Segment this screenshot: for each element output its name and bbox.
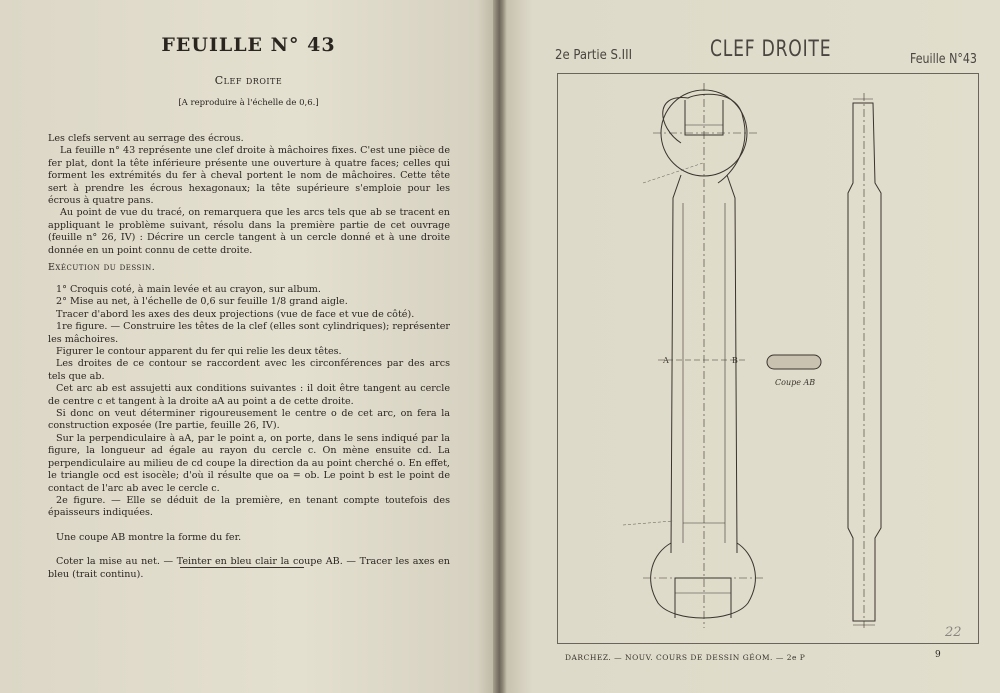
wrench-shank-left [671,175,681,553]
end-rule [180,567,304,568]
intro-text [48,133,450,257]
step-item: Coter la mise au net. — Teinter en bleu clair la coupe AB. — Tracer les axes en bleu (trait continu). [48,556,450,580]
step-item: Une coupe AB montre la forme du fer. [56,531,242,543]
plate-part-label: 2e Partie S.III [555,48,633,63]
step-item: 2e figure. — Elle se déduit de la première, en tenant compte toutefois des épaisseurs indiquées. [48,494,450,519]
steps-text [48,284,450,581]
step-item: Sur la perpendiculaire à aA, par le point a, on porte, dans le sens indiqué par la figure, la longueur ad égale au rayon du cercle c. On mène ensuite cd. La perpendiculaire au milieu de cd coupe la direction da au point cherché o. En effet, le triangle ocd est isocèle; d'où il résulte que oa = ob. Le point b est le point de contact de l'arc ab avec le cercle c. [48,432,450,494]
wrench-bottom-head [651,543,756,618]
label-a: A [663,356,669,365]
side-view-outline [848,103,881,621]
section-label: Coupe AB [775,378,816,387]
step-item: Si donc on veut déterminer rigoureusement le centre o de cet arc, on fera la construction exposée (Ire partie, feuille 26, IV). [48,408,450,432]
step-item: 1° Croquis coté, à main levée et au crayon, sur album. [56,284,321,295]
construction-line [643,163,703,183]
step-item: 1re figure. — Construire les têtes de la clef (elles sont cylindriques); représenter les mâchoires. [48,321,450,345]
section-ab-shape [767,355,821,369]
intro-paragraph: Au point de vue du tracé, on remarquera que les arcs tels que ab se tracent en appliquant le problème suivant, résolu dans la première partie de cet ouvrage (feuille n° 26, IV) : Décrire un cercle tangent à un cercle donné et à une droite donnée en un point connu de cette droite. [48,207,450,256]
step-item: Tracer d'abord les axes des deux projections (vue de face et vue de côté). [56,308,415,320]
scale-note: [A reproduire à l'échelle de 0,6.] [178,98,319,108]
step-item: Les droites de ce contour se raccordent avec les circonférences par des arcs tels que ab. [48,358,450,382]
step-item: Cet arc ab est assujetti aux conditions suivantes : il doit être tangent au cercle de centre c et tangent à la droite aA au point a de cette droite. [48,383,450,407]
intro-paragraph: Les clefs servent au serrage des écrous. [48,133,244,144]
plate-title: CLEF DROITE [710,37,832,62]
footer-credit: DARCHEZ. — NOUV. COURS DE DESSIN GÉOM. — 2e P [565,653,806,662]
construction-line [623,521,673,525]
stamp: 22 [945,625,962,640]
section-heading: Exécution du dessin. [48,262,156,273]
page-number: 9 [935,650,941,660]
sheet-title: FEUILLE N° 43 [161,34,336,56]
wrench-drawing [503,73,1000,644]
sheet-subtitle: Clef droite [214,74,283,87]
intro-paragraph: La feuille n° 43 représente une clef droite à mâchoires fixes. C'est une pièce de fer plat, dont la tête inférieure présente une ouverture à quatre faces; celles qui forment les extrémités du fer à cheval portent le nom de mâchoires. Cette tête sert à prendre les écrous hexagonaux; la tête supérieure s'emploie pour les écrous à quatre pans. [48,145,450,207]
label-b: B [732,356,738,365]
step-item: 2° Mise au net, à l'échelle de 0,6 sur feuille 1/8 grand aigle. [56,296,348,308]
bottom-jaw-opening [675,578,731,618]
plate-number: Feuille N°43 [910,52,977,67]
step-item: Figurer le contour apparent du fer qui relie les deux têtes. [56,346,342,358]
